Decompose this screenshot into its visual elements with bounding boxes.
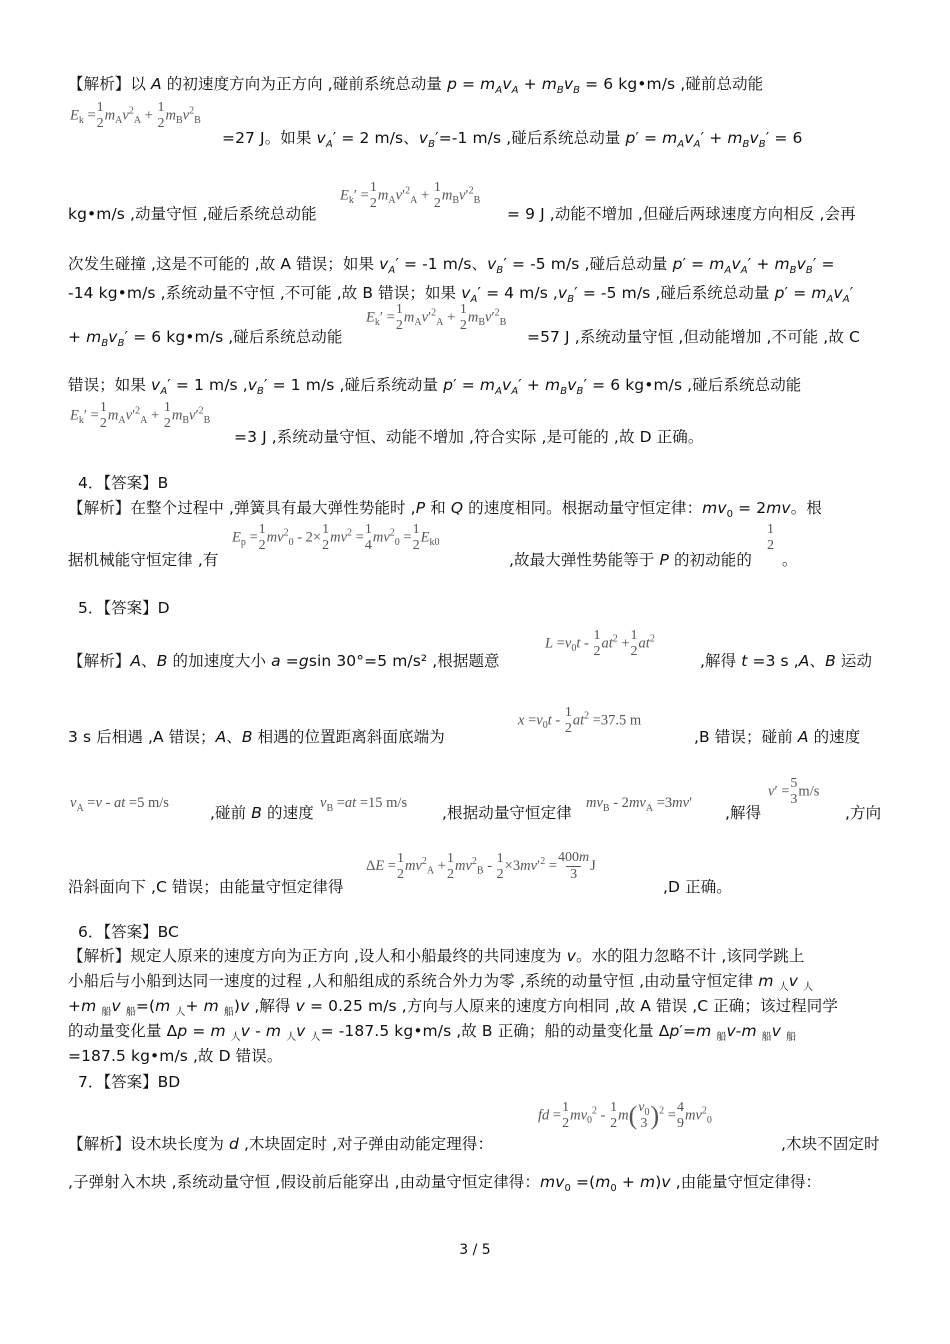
q7-answer-header: 7．【答案】BD — [78, 1073, 181, 1091]
formula-vB: $v_B =at =15$ m/s — [320, 795, 408, 814]
q3-line-10: =3 J ,系统动量守恒、动能不增加 ,符合实际 ,是可能的 ,故 D 正确。 — [234, 428, 704, 446]
q4-line-3: ,故最大弹性势能等于 P 的初动能的 — [509, 551, 752, 569]
formula-fd: fd = 1 2 $mv_0^2$ - 1 2 m( $v_0$ 3 )$^2$ = 4 9 $mv^2_0$ — [538, 1100, 712, 1131]
q7-line-2: ,木块不固定时 — [781, 1135, 880, 1153]
q5-answer-header: 5．【答案】D — [78, 599, 170, 617]
formula-dE: ΔE = 1 2 $mv^2_A$ + 1 2 $mv^2_B$ - 1 2 $\times 3mv'^2$ = $\frac{400m}{3}$ J — [366, 850, 596, 882]
q5-line-9: 沿斜面向下 ,C 错误；由能量守恒定律得 — [68, 878, 344, 896]
q4-line-1: 【解析】在整个过程中 ,弹簧具有最大弹性势能时 ,P 和 Q 的速度相同。根据动量守恒定律：$mv_0 = 2mv$。根 — [68, 499, 822, 521]
q3-line-7: + $m_Bv_B' = 6$ kg•m/s ,碰后系统总动能 — [68, 328, 343, 350]
q3-line-3: kg•m/s ,动量守恒 ,碰后系统总动能 — [68, 205, 317, 223]
formula-vprime: v′ = 5 3 m/s — [768, 776, 820, 807]
q6-line-2: 小船后与小船到达同一速度的过程 ,人和船组成的系统合外力为零 ,系统的动量守恒 ,由动量守恒定律 m $_人$v $_人$ — [68, 972, 814, 994]
q5-line-4: ,B 错误；碰前 A 的速度 — [694, 728, 861, 746]
q3-line-5: 次发生碰撞 ,这是不可能的 ,故 A 错误；如果 $v_A' = -1$ m/s、$v_B' = -5$ m/s ,碰后总动量 $p' = m_Av_A' + m_Bv_B'$ = — [68, 255, 835, 277]
q6-line-5: =187.5 kg•m/s ,故 D 错误。 — [68, 1047, 283, 1065]
q4-line-2: 据机械能守恒定律 ,有 — [68, 551, 219, 569]
formula-L: $L =v_0t$ - 1 2 $at^2$ + 1 2 $at^2$ — [545, 628, 655, 659]
formula-ep: $E_p$ = 1 2 $mv^2_0 - 2\times$ 1 2 $mv^2$ = 1 4 $mv^2_0$ = 1 2 $E_{k0}$ — [232, 522, 440, 553]
formula-vA: $v_A =v$ - at =5 m/s — [70, 795, 169, 814]
page-number: 3 / 5 — [459, 1242, 491, 1258]
q4-line-4: 。 — [782, 551, 798, 569]
formula-momentum: $mv_B - 2mv_A =3mv'$ — [586, 795, 693, 814]
q6-line-1: 【解析】规定人原来的速度方向为正方向 ,设人和小船最终的共同速度为 v。水的阻力忽略不计 ,该同学跳上 — [68, 947, 805, 965]
q3-line-1: 【解析】以 A 的初速度方向为正方向 ,碰前系统总动量 $p = m_Av_A + m_Bv_B = 6$ kg•m/s ,碰前总动能 — [68, 75, 764, 97]
formula-ek-after-1: $E_k'$ = 1 2 $m_Av'^2_A$ + 1 2 $m_Bv'^2_B$ — [340, 180, 481, 211]
formula-half: 1 2 — [767, 522, 774, 553]
q5-line-7: ,解得 — [725, 804, 762, 822]
formula-ek-after-2: $E_k'$ = 1 2 $m_Av'^2_A$ + 1 2 $m_Bv'^2_B$ — [366, 302, 507, 333]
q3-line-9: 错误；如果 $v_A' = 1$ m/s $,v_B' = 1$ m/s ,碰后系统动量 $p' = m_Av_A' + m_Bv_B' = 6$ kg•m/s ,碰后系统总动能 — [68, 376, 802, 398]
q7-line-1: 【解析】设木块长度为 d ,木块固定时 ,对子弹由动能定理得： — [68, 1135, 494, 1153]
q3-line-4: = 9 J ,动能不增加 ,但碰后两球速度方向相反 ,会再 — [507, 205, 856, 223]
formula-ek-after-3: $E_k'$ = 1 2 $m_Av'^2_A$ + 1 2 $m_Bv'^2_B$ — [70, 400, 211, 431]
q3-line-2: =27 J。如果 $v_A' = 2$ m/s、$v_B'=-1$ m/s ,碰后系统总动量 $p' = m_Av_A' + m_Bv_B' = 6$ — [222, 129, 803, 151]
q5-line-3: 3 s 后相遇 ,A 错误；A、B 相遇的位置距离斜面底端为 — [68, 728, 445, 746]
q3-line-8: =57 J ,系统动量守恒 ,但动能增加 ,不可能 ,故 C — [527, 328, 860, 346]
q7-line-3: ,子弹射入木块 ,系统动量守恒 ,假设前后能穿出 ,由动量守恒定律得：$mv_0 =(m_0 + m)v$ ,由能量守恒定律得： — [68, 1173, 822, 1195]
q5-line-8: ,方向 — [845, 804, 882, 822]
q5-line-6: ,根据动量守恒定律 — [442, 804, 572, 822]
q5-line-1: 【解析】A、B 的加速度大小 a =gsin 30°=5 m/s² ,根据题意 — [68, 652, 500, 670]
q5-line-5: ,碰前 B 的速度 — [210, 804, 314, 822]
q6-line-3: +m $_船$v $_船$=(m $_人$+ m $_船$)v ,解得 v = 0.25 m/s ,方向与人原来的速度方向相同 ,故 A 错误 ,C 正确；该过程同学 — [68, 997, 838, 1019]
q3-line-6: -14 kg•m/s ,系统动量不守恒 ,不可能 ,故 B 错误；如果 $v_A' = 4$ m/s $,v_B' = -5$ m/s ,碰后系统总动量 $p' = m_Av_A'$ — [68, 284, 854, 306]
formula-x: $x =v_0t$ - 1 2 $at^2 =37.5$ m — [518, 705, 642, 736]
q5-line-10: ,D 正确。 — [663, 878, 732, 896]
q6-line-4: 的动量变化量 Δp = m $_人$v - m $_人$v $_人$= -187.5 kg•m/s ,故 B 正确；船的动量变化量 Δp′=m $_船$v-m $_船$v $_船$ — [68, 1022, 797, 1044]
q5-line-2: ,解得 t =3 s ,A、B 运动 — [700, 652, 873, 670]
q4-answer-header: 4．【答案】B — [78, 474, 169, 492]
q6-answer-header: 6．【答案】BC — [78, 923, 179, 941]
formula-ek-before: $E_k$ = 1 2 $m_Av^2_A$ + 1 2 $m_Bv^2_B$ — [70, 100, 201, 131]
